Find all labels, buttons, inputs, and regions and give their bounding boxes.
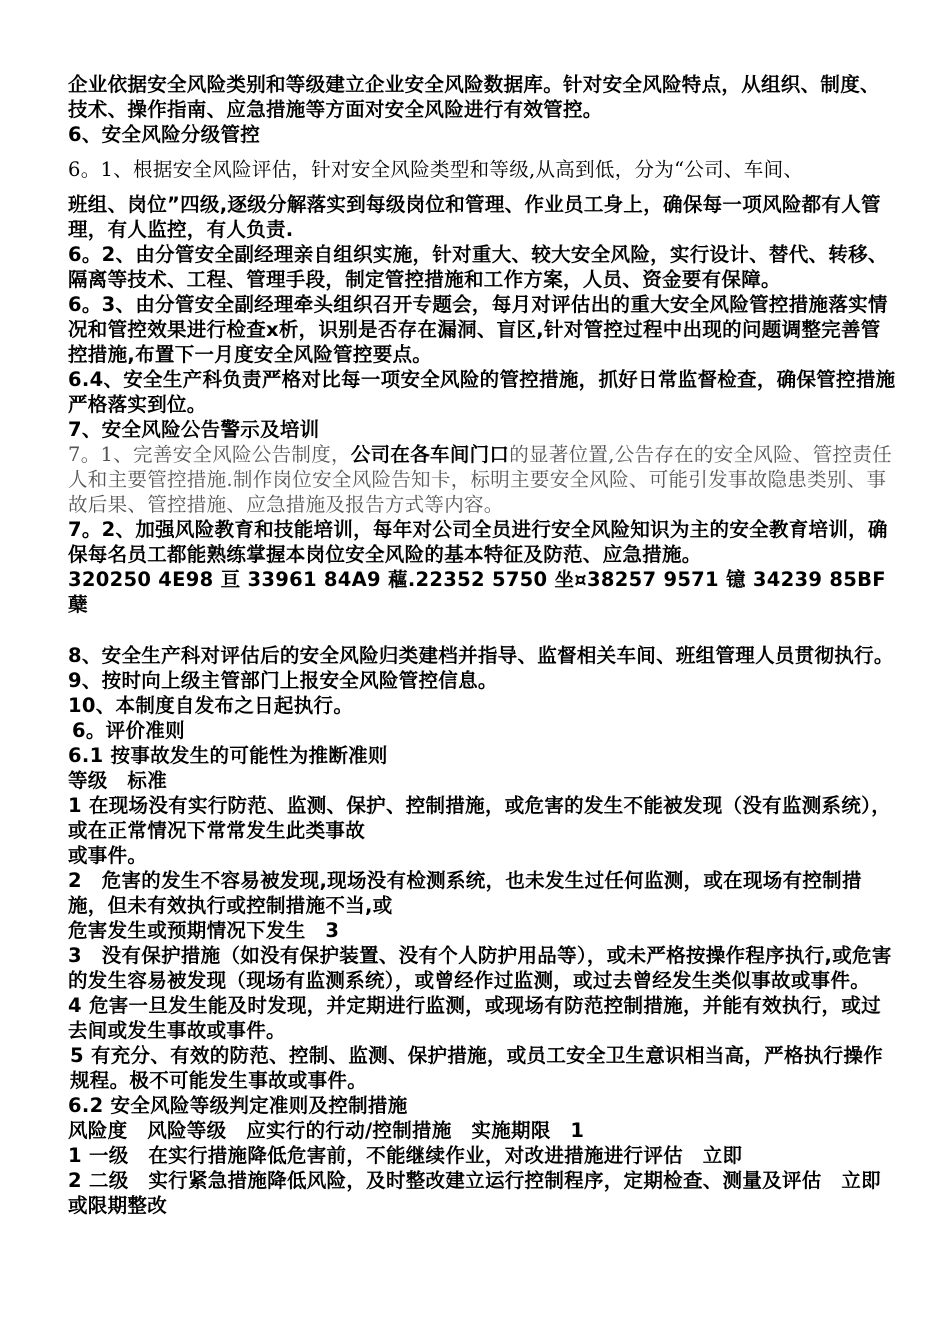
heading-6-1-likelihood: 6.1 按事故发生的可能性为推断准则: [68, 744, 388, 767]
paragraph-6-1-line2: 班组、岗位”四级,逐级分解落实到每级岗位和管理、作业员工身上，确保每一项风险都有人管理，有人监控，有人负责.: [68, 193, 881, 241]
heading-evaluation-criteria: 6。评价准则: [72, 719, 185, 742]
level-3-text: 3 没有保护措施（如没有保护装置、没有个人防护用品等），或未严格按操作程序执行,或危害的发生容易被发现（现场有监测系统），或曾经作过监测，或过去曾经发生类似事故或事件。: [68, 944, 892, 992]
level-1-text: 1 在现场没有实行防范、监测、保护、控制措施，或危害的发生不能被发现（没有监测系统），或在正常情况下常常发生此类事故: [68, 794, 892, 842]
paragraph-8: 8、安全生产科对评估后的安全风险归类建档并指导、监督相关车间、班组管理人员贯彻执行。: [68, 644, 894, 667]
level-2-text-tail: 危害发生或预期情况下发生 3: [68, 919, 340, 942]
paragraph-7-1: [68, 442, 898, 517]
level-5-text: 5 有充分、有效的防范、控制、监测、保护措施，或员工安全卫生意识相当高，严格执行操作规程。极不可能发生事故或事件。: [70, 1044, 883, 1092]
paragraph-7-1-post: 的显著位置,公告存在的安全风险、管控责任人和主要管控措施.制作岗位安全风险告知卡，标明主要安全风险、可能引发事故隐患类别、事故后果、管控措施、应急措施及报告方式等内容。: [68, 443, 892, 516]
paragraph-7-1-pre: 7。1、完善安全风险公告制度，: [68, 443, 351, 466]
paragraph-7-2: 7。2、加强风险教育和技能培训，每年对公司全员进行安全风险知识为主的安全教育培训，确保每名员工都能熟练掌握本岗位安全风险的基本特征及防范、应急措施。: [68, 518, 888, 566]
heading-6-2-risk-level: 6.2 安全风险等级判定准则及控制措施: [68, 1094, 408, 1117]
column-header-level-standard: 等级 标准: [68, 769, 168, 792]
garbled-code-line: 320250 4E98 亘 33961 84A9 藲.22352 5750 坐¤38257 9571 镱 34239 85BF 蘖: [68, 568, 886, 616]
paragraph-7-1-bold: 公司在各车间门口: [350, 443, 510, 466]
risk-table-row-1: 1 一级 在实行措施降低危害前，不能继续作业，对改进措施进行评估 立即: [68, 1144, 743, 1167]
level-1-text-tail: 或事件。: [68, 844, 148, 867]
risk-table-row-2: 2 二级 实行紧急措施降低风险，及时整改建立运行控制程序，定期检查、测量及评估 立即或限期整改: [68, 1169, 881, 1217]
paragraph-10: 10、本制度自发布之日起执行。: [68, 694, 354, 717]
document-page: [68, 72, 898, 1218]
level-2-text: 2 危害的发生不容易被发现,现场没有检测系统，也未发生过任何监测，或在现场有控制措施，但未有效执行或控制措施不当,或: [68, 869, 862, 917]
paragraph-6-1-line1: 6。1、根据安全风险评估，针对安全风险类型和等级,从高到低，分为“公司、车间、: [68, 158, 804, 181]
paragraph-6-2: 6。2、由分管安全副经理亲自组织实施，针对重大、较大安全风险，实行设计、替代、转移、隔离等技术、工程、管理手段，制定管控措施和工作方案，人员、资金要有保障。: [68, 243, 888, 291]
level-4-text: 4 危害一旦发生能及时发现，并定期进行监测，或现场有防范控制措施，并能有效执行，或过去间或发生事故或事件。: [68, 994, 881, 1042]
paragraph-risk-database: 企业依据安全风险类别和等级建立企业安全风险数据库。针对安全风险特点，从组织、制度、技术、操作指南、应急措施等方面对安全风险进行有效管控。: [68, 73, 880, 121]
heading-section-7: 7、安全风险公告警示及培训: [68, 418, 320, 441]
risk-table-header: 风险度 风险等级 应实行的行动/控制措施 实施期限 1: [68, 1119, 585, 1142]
paragraph-6-3: 6。3、由分管安全副经理牵头组织召开专题会，每月对评估出的重大安全风险管控措施落实情况和管控效果进行检查x析，识别是否存在漏洞、盲区,针对管控过程中出现的问题调整完善管控措施,布置下一月度安全风险管控要点。: [68, 293, 888, 366]
paragraph-9: 9、按时向上级主管部门上报安全风险管控信息。: [68, 669, 498, 692]
paragraph-6-4: 6.4、安全生产科负责严格对比每一项安全风险的管控措施，抓好日常监督检查，确保管控措施严格落实到位。: [68, 368, 896, 416]
heading-section-6: 6、安全风险分级管控: [68, 123, 261, 146]
